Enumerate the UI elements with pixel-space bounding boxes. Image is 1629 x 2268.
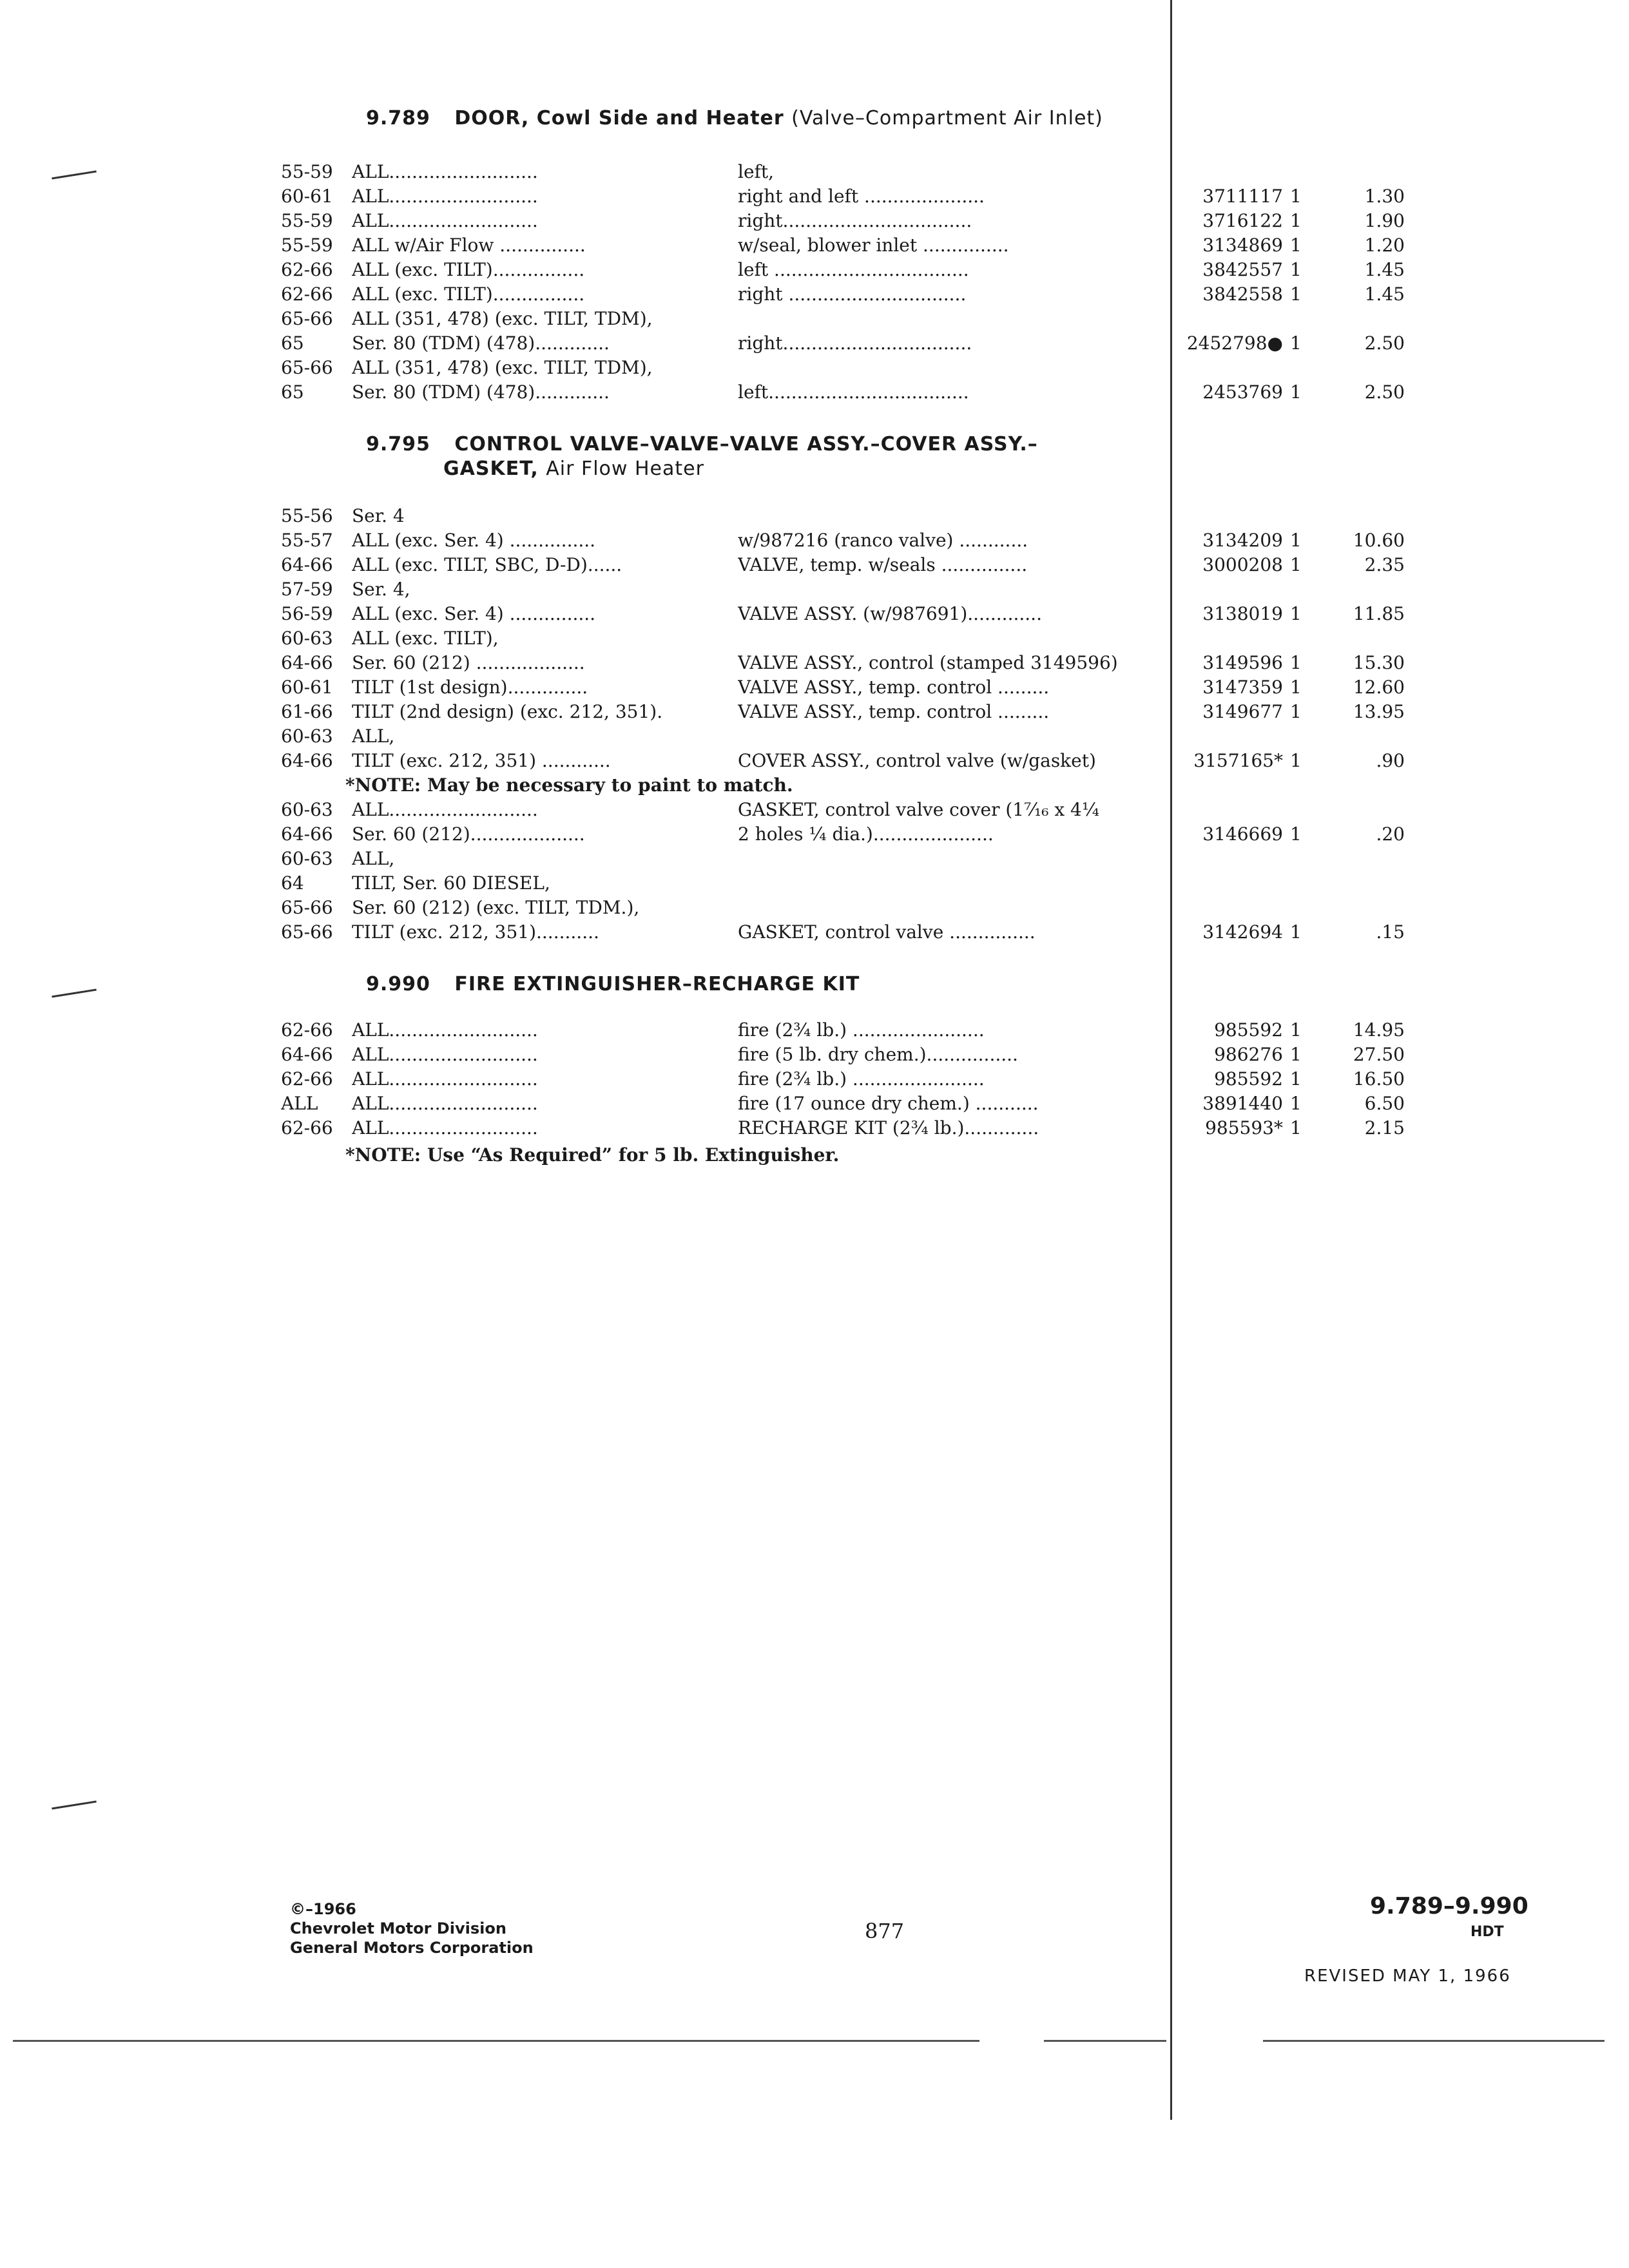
quantity: 1 <box>1290 284 1302 305</box>
price: 1.90 <box>1364 210 1405 231</box>
price: 15.30 <box>1353 652 1405 673</box>
quantity: 1 <box>1290 750 1302 771</box>
model-description: ALL (351, 478) (exc. TILT, TDM), <box>352 357 653 378</box>
part-number: 3716122 <box>1202 210 1283 231</box>
model-description: Ser. 60 (212) ................... <box>352 652 585 673</box>
part-description: fire (17 ounce dry chem.) ........... <box>738 1093 1039 1114</box>
quantity: 1 <box>1290 530 1302 551</box>
model-description: ALL (exc. TILT, SBC, D-D)...... <box>352 554 622 575</box>
part-number: 3134209 <box>1202 530 1283 551</box>
model-description: ALL (exc. TILT), <box>352 628 499 649</box>
model-year: 62-66 <box>281 259 333 280</box>
binder-tick-mark <box>52 989 97 998</box>
model-year: 64 <box>281 872 304 894</box>
model-description: ALL (exc. Ser. 4) ............... <box>352 603 596 624</box>
price: .20 <box>1376 823 1405 845</box>
quantity: 1 <box>1290 259 1302 280</box>
part-description: GASKET, control valve ............... <box>738 921 1036 943</box>
model-year: 60-63 <box>281 726 333 747</box>
model-year: 60-63 <box>281 628 333 649</box>
part-description: left................................... <box>738 381 969 403</box>
section-heading-continued <box>443 457 704 480</box>
model-description: ALL (exc. TILT)................ <box>352 259 585 280</box>
quantity: 1 <box>1290 381 1302 403</box>
quantity: 1 <box>1290 554 1302 575</box>
model-year: 64-66 <box>281 750 333 771</box>
section-title-continued: GASKET, <box>443 457 539 480</box>
model-year: 65-66 <box>281 308 333 329</box>
revised-date: REVISED MAY 1, 1966 <box>1304 1966 1511 1986</box>
model-year: 65-66 <box>281 921 333 943</box>
price: 1.30 <box>1364 186 1405 207</box>
section-heading <box>366 107 1103 130</box>
model-description: ALL.......................... <box>352 799 538 820</box>
model-description: TILT (2nd design) (exc. 212, 351). <box>352 701 663 722</box>
page-number: 877 <box>865 1919 905 1943</box>
model-year: 55-57 <box>281 530 333 551</box>
model-description: ALL.......................... <box>352 161 538 182</box>
part-number: 3157165* <box>1193 750 1283 771</box>
quantity: 1 <box>1290 332 1302 354</box>
quantity: 1 <box>1290 677 1302 698</box>
part-number: 3149596 <box>1202 652 1283 673</box>
model-year: ALL <box>281 1093 318 1114</box>
section-number: 9.789 <box>366 107 430 130</box>
section-title: CONTROL VALVE–VALVE–VALVE ASSY.–COVER ASSY.– <box>454 433 1038 456</box>
section-subtitle: Air Flow Heater <box>546 457 704 480</box>
model-year: 64-66 <box>281 823 333 845</box>
model-year: 64-66 <box>281 1044 333 1065</box>
model-year: 62-66 <box>281 284 333 305</box>
part-description: w/987216 (ranco valve) ............ <box>738 530 1028 551</box>
model-description: ALL.......................... <box>352 1044 538 1065</box>
section-heading <box>366 433 1038 456</box>
model-description: Ser. 80 (TDM) (478)............. <box>352 332 610 354</box>
price: 2.15 <box>1364 1117 1405 1139</box>
part-number: 3138019 <box>1202 603 1283 624</box>
model-year: 64-66 <box>281 554 333 575</box>
model-description: Ser. 4, <box>352 579 410 600</box>
model-year: 61-66 <box>281 701 333 722</box>
part-description: VALVE, temp. w/seals ............... <box>738 554 1028 575</box>
model-description: Ser. 60 (212) (exc. TILT, TDM.), <box>352 897 640 918</box>
part-description: fire (2¾ lb.) ....................... <box>738 1068 985 1090</box>
price: 27.50 <box>1353 1044 1405 1065</box>
part-description: w/seal, blower inlet ............... <box>738 235 1009 256</box>
price: 11.85 <box>1353 603 1405 624</box>
price: 1.45 <box>1364 259 1405 280</box>
price: 2.50 <box>1364 332 1405 354</box>
model-year: 60-63 <box>281 799 333 820</box>
part-description: RECHARGE KIT (2¾ lb.)............. <box>738 1117 1039 1139</box>
model-description: ALL, <box>352 848 395 869</box>
price: .90 <box>1376 750 1405 771</box>
quantity: 1 <box>1290 701 1302 722</box>
model-description: ALL.......................... <box>352 210 538 231</box>
section-note: *NOTE: Use “As Required” for 5 lb. Extinguisher. <box>345 1144 840 1166</box>
section-title: DOOR, Cowl Side and Heater <box>454 107 784 130</box>
quantity: 1 <box>1290 1044 1302 1065</box>
price: 1.45 <box>1364 284 1405 305</box>
quantity: 1 <box>1290 652 1302 673</box>
model-description: ALL (exc. TILT)................ <box>352 284 585 305</box>
part-number: 3891440 <box>1202 1093 1283 1114</box>
quantity: 1 <box>1290 235 1302 256</box>
model-year: 60-61 <box>281 186 333 207</box>
price: 2.50 <box>1364 381 1405 403</box>
binder-tick-mark <box>52 171 97 180</box>
part-number: 3147359 <box>1202 677 1283 698</box>
quantity: 1 <box>1290 921 1302 943</box>
price: 6.50 <box>1364 1093 1405 1114</box>
model-year: 55-59 <box>281 161 333 182</box>
model-year: 56-59 <box>281 603 333 624</box>
model-year: 65-66 <box>281 897 333 918</box>
section-note: *NOTE: May be necessary to paint to match. <box>345 774 793 796</box>
quantity: 1 <box>1290 1117 1302 1139</box>
model-year: 62-66 <box>281 1117 333 1139</box>
model-year: 55-59 <box>281 210 333 231</box>
corporation: General Motors Corporation <box>290 1939 534 1957</box>
copyright: ©–1966 <box>290 1900 356 1918</box>
model-description: ALL (exc. Ser. 4) ............... <box>352 530 596 551</box>
model-description: ALL.......................... <box>352 1019 538 1041</box>
division: Chevrolet Motor Division <box>290 1919 506 1937</box>
part-number: 3149677 <box>1202 701 1283 722</box>
quantity: 1 <box>1290 186 1302 207</box>
model-description: TILT (exc. 212, 351) ............ <box>352 750 611 771</box>
model-year: 65-66 <box>281 357 333 378</box>
model-description: ALL (351, 478) (exc. TILT, TDM), <box>352 308 653 329</box>
quantity: 1 <box>1290 1093 1302 1114</box>
bottom-rule <box>1263 2040 1605 2042</box>
quantity: 1 <box>1290 1068 1302 1090</box>
quantity: 1 <box>1290 1019 1302 1041</box>
part-number: 3134869 <box>1202 235 1283 256</box>
model-description: TILT (1st design).............. <box>352 677 588 698</box>
part-description: VALVE ASSY., control (stamped 3149596) <box>738 652 1118 673</box>
model-year: 64-66 <box>281 652 333 673</box>
bottom-rule <box>1044 2040 1166 2042</box>
part-description: 2 holes ¼ dia.)..................... <box>738 823 994 845</box>
section-title: FIRE EXTINGUISHER–RECHARGE KIT <box>454 973 860 995</box>
part-number: 3142694 <box>1202 921 1283 943</box>
binder-tick-mark <box>52 1801 97 1810</box>
part-number: 985592 <box>1214 1068 1283 1090</box>
part-description: VALVE ASSY., temp. control ......... <box>738 701 1050 722</box>
part-description: left, <box>738 161 775 182</box>
model-description: TILT (exc. 212, 351)........... <box>352 921 599 943</box>
part-description: fire (2¾ lb.) ....................... <box>738 1019 985 1041</box>
part-description: fire (5 lb. dry chem.)................ <box>738 1044 1018 1065</box>
part-description: right and left ..................... <box>738 186 985 207</box>
model-description: ALL.......................... <box>352 1093 538 1114</box>
part-number: 3711117 <box>1202 186 1283 207</box>
footer-publisher <box>290 1899 534 1957</box>
model-year: 60-61 <box>281 677 333 698</box>
quantity: 1 <box>1290 603 1302 624</box>
model-description: ALL w/Air Flow ............... <box>352 235 586 256</box>
section-range: 9.789–9.990 <box>1370 1893 1528 1919</box>
price: 1.20 <box>1364 235 1405 256</box>
part-description: right................................. <box>738 332 972 354</box>
part-number: 2452798● <box>1186 332 1283 354</box>
part-number: 3842558 <box>1202 284 1283 305</box>
model-description: ALL.......................... <box>352 1117 538 1139</box>
part-description: right ............................... <box>738 284 967 305</box>
hdt-label: HDT <box>1470 1924 1504 1940</box>
price: 12.60 <box>1353 677 1405 698</box>
part-description: GASKET, control valve cover (1⁷⁄₁₆ x 4¼ <box>738 799 1100 820</box>
bottom-rule <box>13 2040 979 2042</box>
model-year: 65 <box>281 381 304 403</box>
section-number: 9.795 <box>366 433 430 456</box>
part-description: left .................................. <box>738 259 969 280</box>
model-year: 60-63 <box>281 848 333 869</box>
model-year: 62-66 <box>281 1068 333 1090</box>
model-year: 62-66 <box>281 1019 333 1041</box>
model-year: 57-59 <box>281 579 333 600</box>
part-description: COVER ASSY., control valve (w/gasket) <box>738 750 1096 771</box>
section-number: 9.990 <box>366 973 430 995</box>
model-description: ALL.......................... <box>352 186 538 207</box>
part-description: VALVE ASSY., temp. control ......... <box>738 677 1050 698</box>
part-number: 3146669 <box>1202 823 1283 845</box>
model-year: 65 <box>281 332 304 354</box>
price: 2.35 <box>1364 554 1405 575</box>
part-description: right................................. <box>738 210 972 231</box>
price: 16.50 <box>1353 1068 1405 1090</box>
part-number: 3842557 <box>1202 259 1283 280</box>
part-number: 985593* <box>1205 1117 1283 1139</box>
model-year: 55-59 <box>281 235 333 256</box>
model-year: 55-56 <box>281 505 333 526</box>
part-number: 3000208 <box>1202 554 1283 575</box>
model-description: Ser. 60 (212).................... <box>352 823 585 845</box>
quantity: 1 <box>1290 823 1302 845</box>
model-description: ALL, <box>352 726 395 747</box>
model-description: Ser. 80 (TDM) (478)............. <box>352 381 610 403</box>
price: 13.95 <box>1353 701 1405 722</box>
price: .15 <box>1376 921 1405 943</box>
section-heading <box>366 973 860 995</box>
part-number: 986276 <box>1214 1044 1283 1065</box>
part-number: 985592 <box>1214 1019 1283 1041</box>
model-description: Ser. 4 <box>352 505 405 526</box>
price: 10.60 <box>1353 530 1405 551</box>
part-description: VALVE ASSY. (w/987691)............. <box>738 603 1042 624</box>
quantity: 1 <box>1290 210 1302 231</box>
section-subtitle: (Valve–Compartment Air Inlet) <box>791 107 1103 130</box>
part-number: 2453769 <box>1202 381 1283 403</box>
price: 14.95 <box>1353 1019 1405 1041</box>
model-description: ALL.......................... <box>352 1068 538 1090</box>
model-description: TILT, Ser. 60 DIESEL, <box>352 872 550 894</box>
